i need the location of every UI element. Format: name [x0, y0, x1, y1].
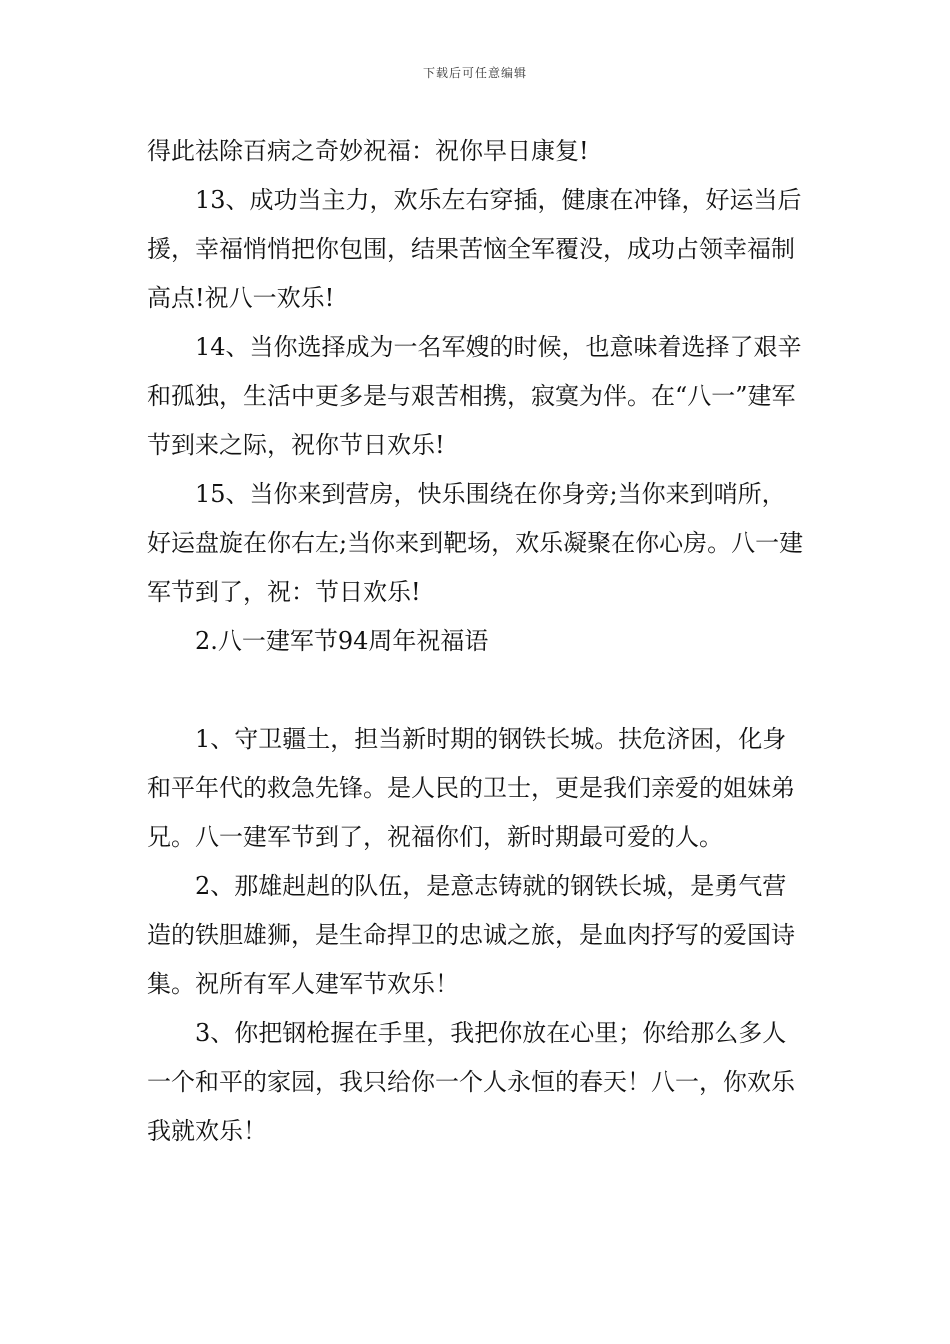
document-body	[147, 127, 807, 1156]
blank-line	[147, 666, 807, 715]
paragraph-continuation: 得此祛除百病之奇妙祝福：祝你早日康复!	[147, 137, 589, 165]
paragraph-item-15: 15、当你来到营房，快乐围绕在你身旁;当你来到哨所，好运盘旋在你右左;当你来到靶场，欢乐凝聚在你心房。八一建军节到了，祝：节日欢乐!	[147, 480, 804, 606]
page-header: 下载后可任意编辑	[422, 66, 527, 80]
paragraph-item-3: 3、你把钢枪握在手里，我把你放在心里；你给那么多人一个和平的家园，我只给你一个人永恒的春天！八一，你欢乐我就欢乐！	[147, 1019, 795, 1145]
paragraph-item-14: 14、当你选择成为一名军嫂的时候，也意味着选择了艰辛和孤独，生活中更多是与艰苦相携，寂寞为伴。在“八一”建军节到来之际，祝你节日欢乐!	[147, 333, 802, 459]
section-heading: 2.八一建军节94周年祝福语	[195, 627, 489, 655]
paragraph-item-2: 2、那雄赳赳的队伍，是意志铸就的钢铁长城，是勇气营造的铁胆雄狮，是生命捍卫的忠诚之旅，是血肉抒写的爱国诗集。祝所有军人建军节欢乐！	[147, 872, 795, 998]
paragraph-item-1: 1、守卫疆土，担当新时期的钢铁长城。扶危济困，化身和平年代的救急先锋。是人民的卫士，更是我们亲爱的姐妹弟兄。八一建军节到了，祝福你们，新时期最可爱的人。	[147, 725, 795, 851]
paragraph-item-13: 13、成功当主力，欢乐左右穿插，健康在冲锋，好运当后援，幸福悄悄把你包围，结果苦恼全军覆没，成功占领幸福制高点!祝八一欢乐!	[147, 186, 802, 312]
